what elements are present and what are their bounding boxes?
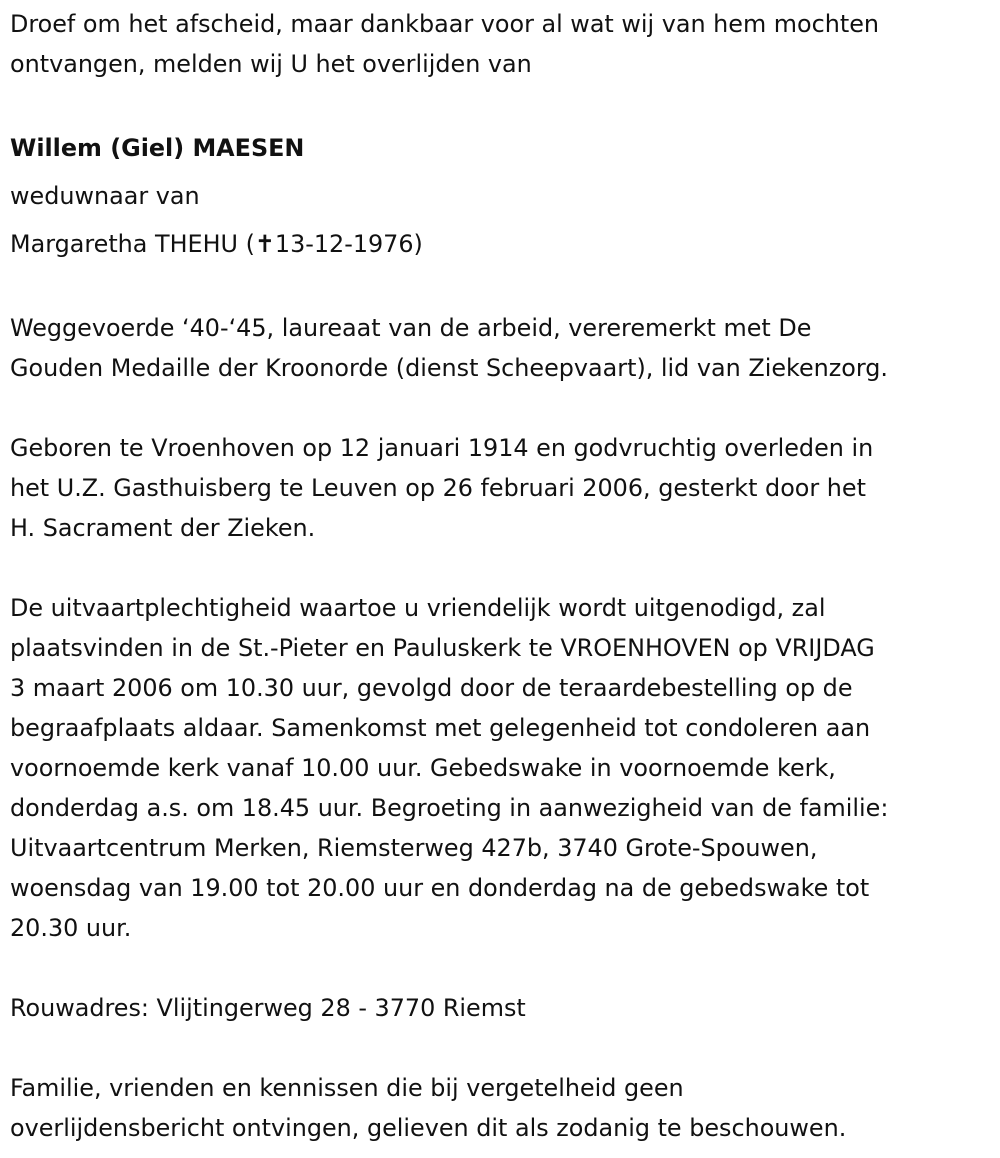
closing-line: overlijdensbericht ontvingen, gelieven dit als zodanig te beschouwen. bbox=[10, 1114, 847, 1142]
spacer bbox=[10, 948, 995, 988]
funeral-line: 3 maart 2006 om 10.30 uur, gevolgd door de teraardebestelling op de bbox=[10, 674, 853, 702]
obituary-notice bbox=[10, 4, 995, 1148]
honors-paragraph bbox=[10, 308, 995, 388]
honors-line: Gouden Medaille der Kroonorde (dienst Scheepvaart), lid van Ziekenzorg. bbox=[10, 354, 889, 382]
deceased-name: Willem (Giel) MAESEN bbox=[10, 134, 305, 162]
birth-death-paragraph bbox=[10, 428, 995, 548]
mourning-address: Rouwadres: Vlijtingerweg 28 - 3770 Riemst bbox=[10, 994, 526, 1022]
spouse-name: Margaretha THEHU (✝13-12-1976) bbox=[10, 230, 423, 258]
intro-line: Droef om het afscheid, maar dankbaar voor al wat wij van hem mochten bbox=[10, 10, 880, 38]
intro-line: ontvangen, melden wij U het overlijden van bbox=[10, 50, 532, 78]
deceased-block bbox=[10, 124, 995, 268]
funeral-paragraph bbox=[10, 588, 995, 948]
spacer bbox=[10, 548, 995, 588]
spacer bbox=[10, 268, 995, 308]
honors-line: Weggevoerde ‘40-‘45, laureaat van de arbeid, vereremerkt met De bbox=[10, 314, 812, 342]
funeral-line: 20.30 uur. bbox=[10, 914, 132, 942]
funeral-line: donderdag a.s. om 18.45 uur. Begroeting in aanwezigheid van de familie: bbox=[10, 794, 889, 822]
funeral-line: woensdag van 19.00 tot 20.00 uur en donderdag na de gebedswake tot bbox=[10, 874, 870, 902]
closing-paragraph bbox=[10, 1068, 995, 1148]
funeral-line: plaatsvinden in de St.-Pieter en Pauluskerk te VROENHOVEN op VRIJDAG bbox=[10, 634, 875, 662]
birth-death-line: Geboren te Vroenhoven op 12 januari 1914 en godvruchtig overleden in bbox=[10, 434, 874, 462]
spacer bbox=[10, 84, 995, 124]
intro-paragraph bbox=[10, 4, 995, 84]
deceased-relation: weduwnaar van bbox=[10, 182, 200, 210]
closing-line: Familie, vrienden en kennissen die bij vergetelheid geen bbox=[10, 1074, 684, 1102]
funeral-line: begraafplaats aldaar. Samenkomst met gelegenheid tot condoleren aan bbox=[10, 714, 871, 742]
funeral-line: De uitvaartplechtigheid waartoe u vriendelijk wordt uitgenodigd, zal bbox=[10, 594, 826, 622]
spacer bbox=[10, 388, 995, 428]
birth-death-line: het U.Z. Gasthuisberg te Leuven op 26 februari 2006, gesterkt door het bbox=[10, 474, 866, 502]
funeral-line: Uitvaartcentrum Merken, Riemsterweg 427b, 3740 Grote-Spouwen, bbox=[10, 834, 818, 862]
funeral-line: voornoemde kerk vanaf 10.00 uur. Gebedswake in voornoemde kerk, bbox=[10, 754, 836, 782]
birth-death-line: H. Sacrament der Zieken. bbox=[10, 514, 316, 542]
spacer bbox=[10, 1028, 995, 1068]
